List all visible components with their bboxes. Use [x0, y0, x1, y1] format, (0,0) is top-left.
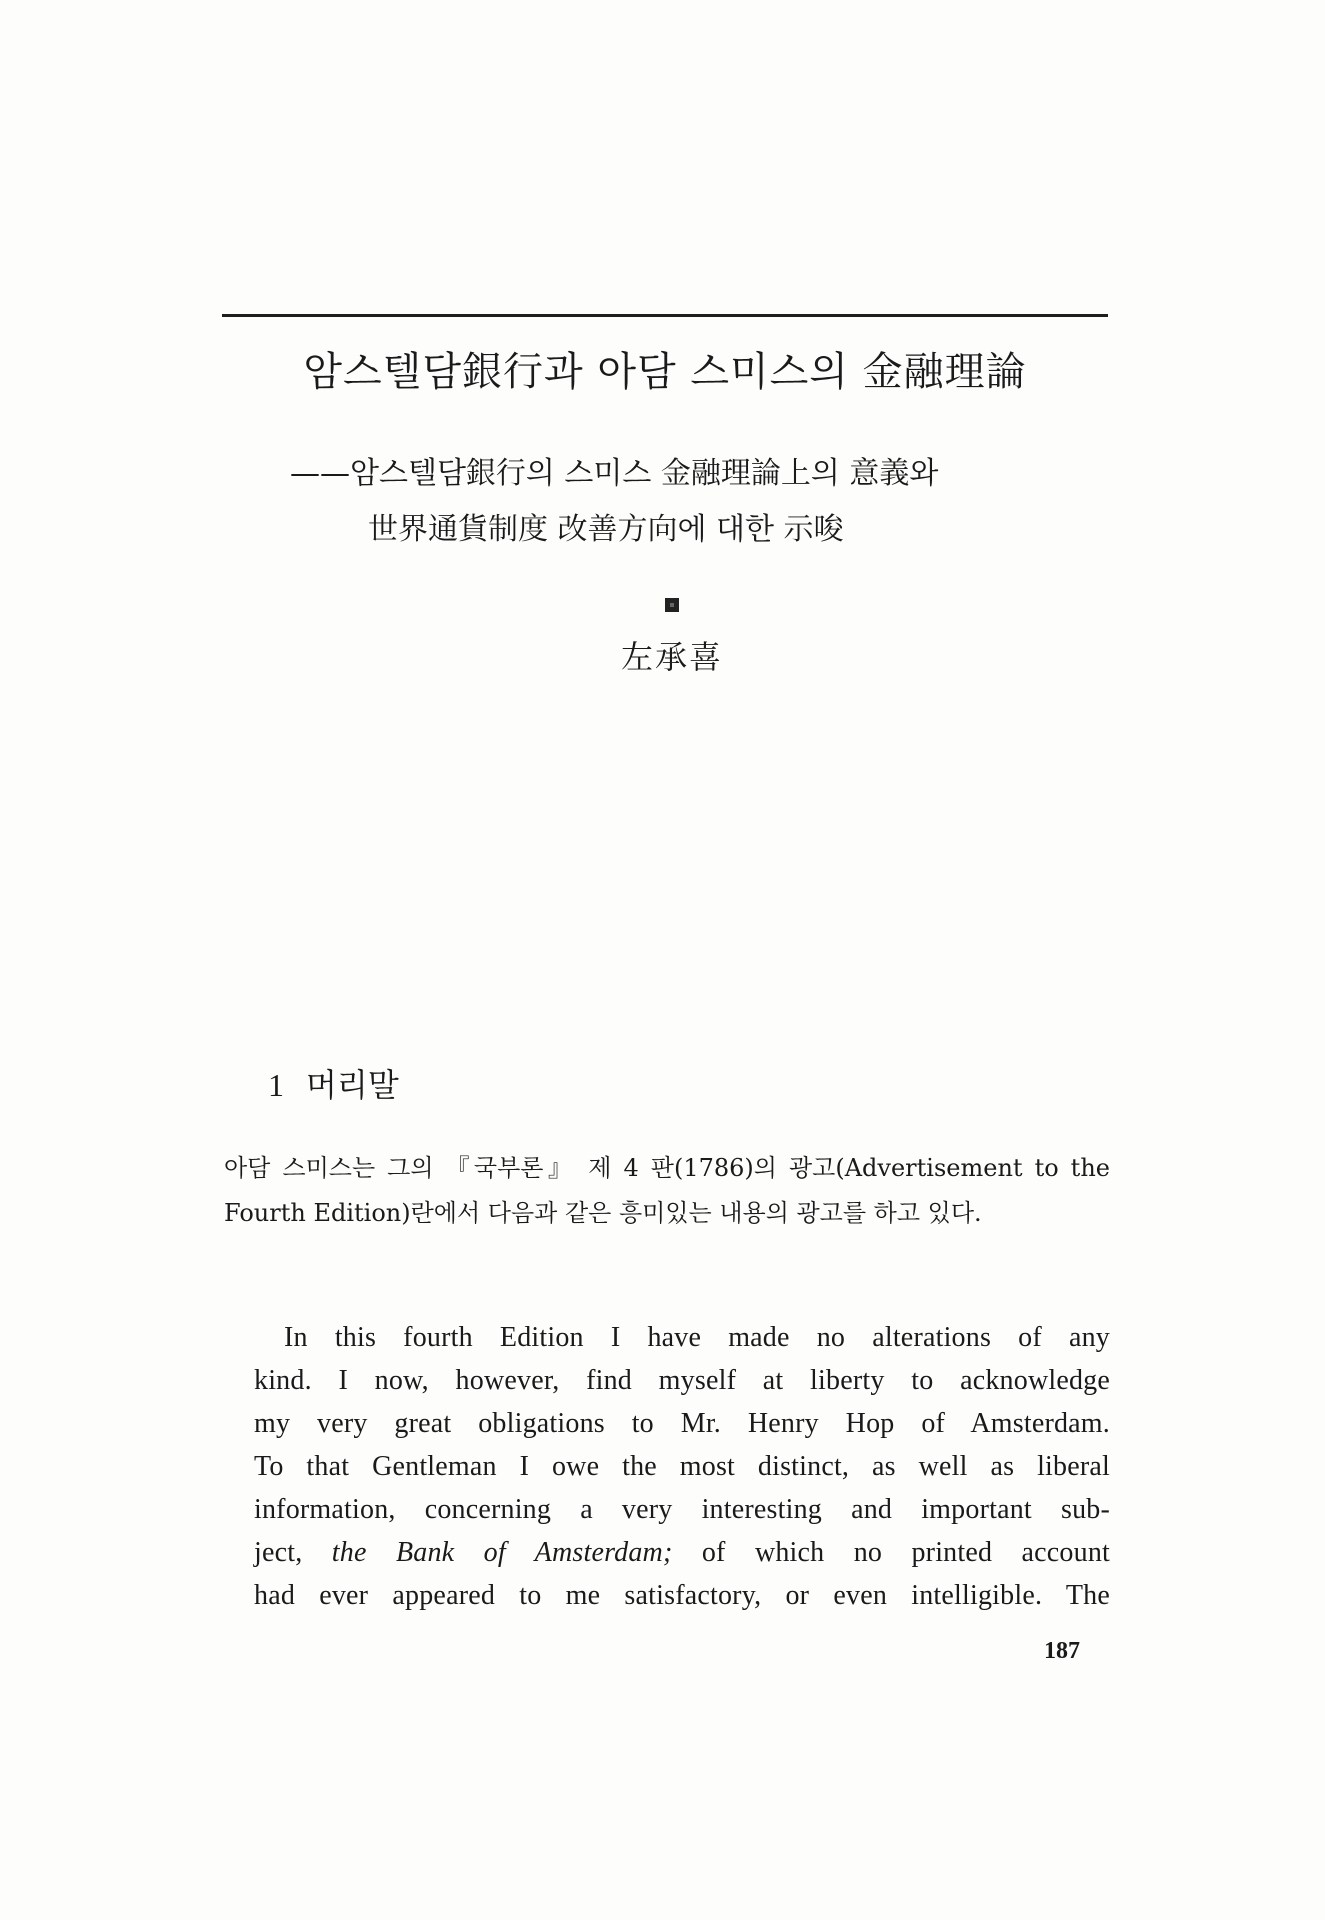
section-heading	[268, 1060, 399, 1106]
quote-line: To that Gentleman I owe the most distinct, as well as liberal	[254, 1451, 1110, 1482]
block-quote	[254, 1316, 1110, 1617]
subtitle-line-2: 世界通貨制度 改善方向에 대한 示唆	[368, 512, 844, 547]
section-title: 머리말	[306, 1066, 399, 1104]
article-subtitle	[290, 446, 1090, 558]
section-number: 1	[268, 1067, 284, 1103]
quote-line: In this fourth Edition I have made no alterations of any	[284, 1322, 1110, 1353]
quote-line: my very great obligations to Mr. Henry Hop of Amsterdam.	[254, 1408, 1110, 1439]
quote-line: had ever appeared to me satisfactory, or even intelligible. The	[254, 1580, 1110, 1611]
quote-italic-title: the Bank of Amsterdam;	[331, 1537, 673, 1568]
author-name: 左承喜	[620, 638, 723, 676]
subtitle-line-1: ——암스텔담銀行의 스미스 金融理論上의 意義와	[290, 456, 939, 491]
author-marker-icon	[665, 598, 679, 612]
quote-line: kind. I now, however, find myself at liberty to acknowledge	[254, 1365, 1110, 1396]
quote-text: ject,	[254, 1537, 303, 1568]
quote-line: information, concerning a very interesting and important sub-	[254, 1494, 1110, 1525]
intro-paragraph: 아담 스미스는 그의 『국부론』 제 4 판(1786)의 광고(Advertisement to the Fourth Edition)란에서 다음과 같은 흥미있는 내용의 광고를 하고 있다.	[224, 1154, 1110, 1227]
page-number: 187	[1044, 1638, 1080, 1664]
quote-text: of which no printed account	[701, 1537, 1111, 1568]
title-rule	[222, 314, 1108, 317]
article-title: 암스텔담銀行과 아담 스미스의 金融理論	[303, 349, 1027, 395]
quote-line-with-italic	[254, 1531, 1110, 1574]
